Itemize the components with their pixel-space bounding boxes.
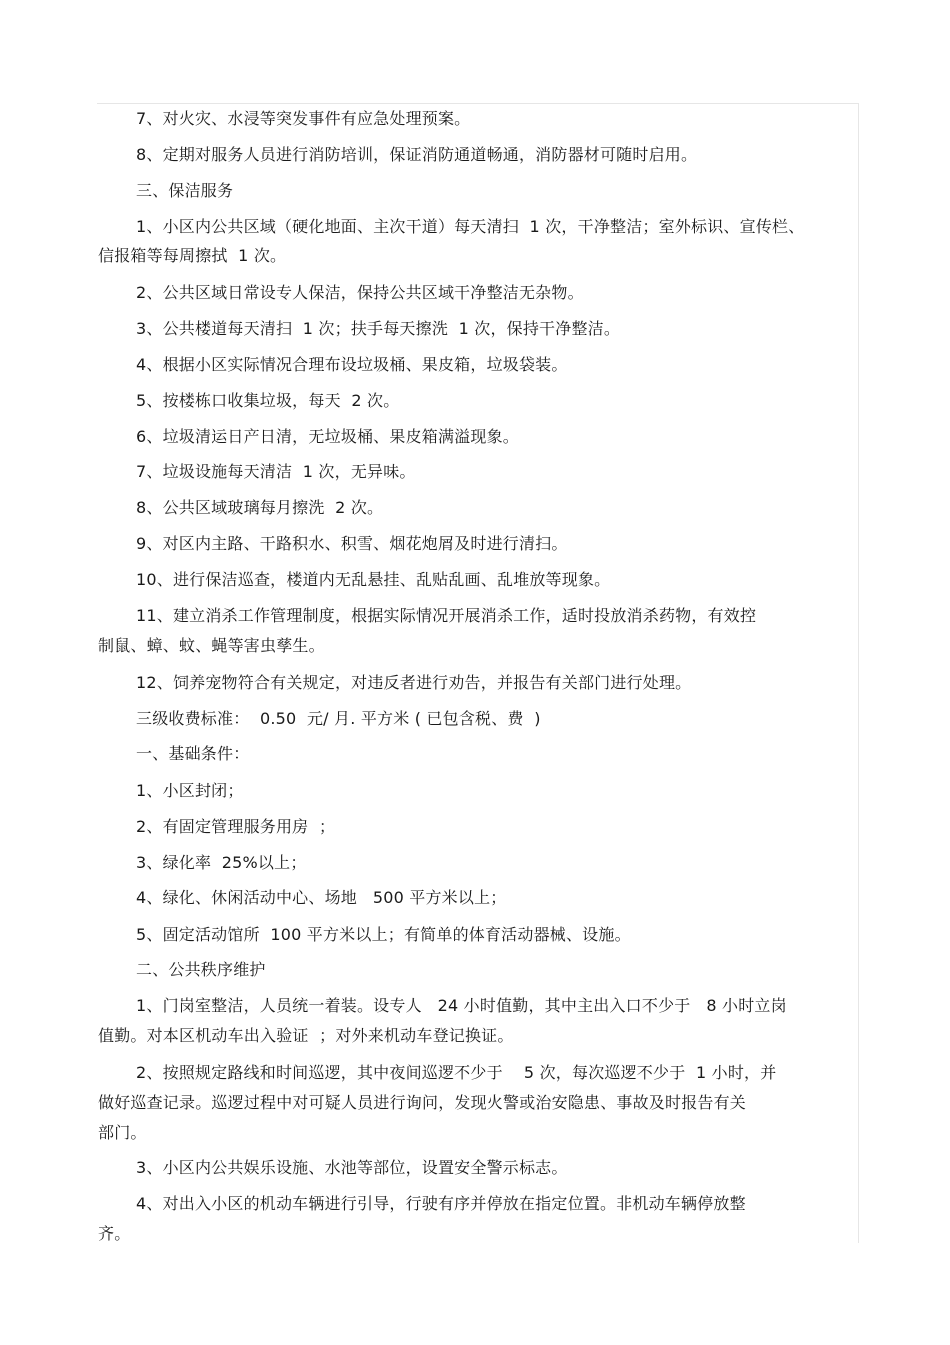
text-line: 4、绿化、休闲活动中心、场地 500 平方米以上；: [136, 888, 507, 907]
text-line: 10、进行保洁巡查，楼道内无乱悬挂、乱贴乱画、乱堆放等现象。: [136, 570, 611, 589]
section-heading: 三、保洁服务: [136, 181, 234, 200]
section-heading: 二、公共秩序维护: [136, 960, 266, 979]
text-line: 1、小区内公共区域（硬化地面、主次干道）每天清扫 1 次，干净整洁；室外标识、宣传栏、: [136, 217, 805, 236]
section-heading: 一、基础条件：: [136, 744, 250, 763]
text-line: 9、对区内主路、干路积水、积雪、烟花炮屑及时进行清扫。: [136, 534, 568, 553]
text-line: 5、按楼栋口收集垃圾，每天 2 次。: [136, 391, 400, 410]
fee-standard: 三级收费标准： 0.50 元/ 月. 平方米 ( 已包含税、费 ): [136, 709, 541, 728]
text-line: 7、垃圾设施每天清洁 1 次，无异味。: [136, 462, 416, 481]
text-line: 8、公共区域玻璃每月擦洗 2 次。: [136, 498, 384, 517]
text-line: 齐。: [98, 1224, 131, 1243]
text-line: 6、垃圾清运日产日清，无垃圾桶、果皮箱满溢现象。: [136, 427, 519, 446]
text-line: 1、门岗室整洁，人员统一着装。设专人 24 小时值勤，其中主出入口不少于 8 小时立岗: [136, 996, 787, 1015]
text-line: 2、按照规定路线和时间巡逻，其中夜间巡逻不少于 5 次，每次巡逻不少于 1 小时，并: [136, 1063, 777, 1082]
text-line: 做好巡查记录。巡逻过程中对可疑人员进行询问，发现火警或治安隐患、事故及时报告有关: [98, 1093, 747, 1112]
text-line: 7、对火灾、水浸等突发事件有应急处理预案。: [136, 109, 471, 128]
text-line: 12、饲养宠物符合有关规定，对违反者进行劝告，并报告有关部门进行处理。: [136, 673, 692, 692]
text-line: 值勤。对本区机动车出入验证 ；对外来机动车登记换证。: [98, 1026, 514, 1045]
text-line: 5、固定活动馆所 100 平方米以上；有简单的体育活动器械、设施。: [136, 925, 631, 944]
text-line: 3、公共楼道每天清扫 1 次；扶手每天擦洗 1 次，保持干净整洁。: [136, 319, 621, 338]
text-line: 1、小区封闭；: [136, 781, 244, 800]
text-line: 3、绿化率 25%以上；: [136, 853, 307, 872]
text-line: 2、公共区域日常设专人保洁，保持公共区域干净整洁无杂物。: [136, 283, 584, 302]
text-line: 制鼠、蟑、蚊、蝇等害虫孳生。: [98, 636, 325, 655]
text-line: 8、定期对服务人员进行消防培训，保证消防通道畅通，消防器材可随时启用。: [136, 145, 698, 164]
text-line: 4、根据小区实际情况合理布设垃圾桶、果皮箱，垃圾袋装。: [136, 355, 568, 374]
text-line: 信报箱等每周擦拭 1 次。: [98, 246, 287, 265]
text-line: 4、对出入小区的机动车辆进行引导，行驶有序并停放在指定位置。非机动车辆停放整: [136, 1194, 746, 1213]
text-line: 11、建立消杀工作管理制度，根据实际情况开展消杀工作，适时投放消杀药物，有效控: [136, 606, 757, 625]
text-line: 3、小区内公共娱乐设施、水池等部位，设置安全警示标志。: [136, 1158, 568, 1177]
text-line: 2、有固定管理服务用房 ；: [136, 817, 336, 836]
text-line: 部门。: [98, 1123, 147, 1142]
